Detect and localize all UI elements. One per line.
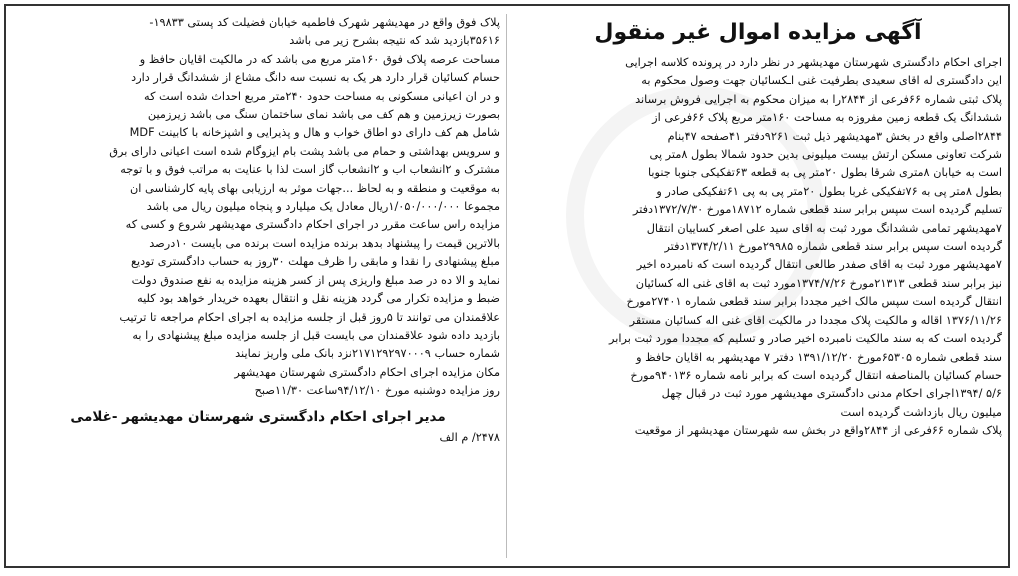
text-line: این دادگستری له اقای سعیدی بطرفیت غنی اـکسائیان جهت وصول محکوم به <box>641 74 1002 88</box>
text-line: مکان مزایده اجرای احکام دادگستری شهرستان مهدیشهر <box>234 365 500 379</box>
text-line: ششدانگ یک قطعه زمین مفروزه به مساحت ۱۶۰متر مربع پلاک ۶۶فرعی از <box>652 111 1002 125</box>
text-line: ۷مهدیشهر تمامی ششدانگ مورد ثبت به اقای سید علی اصغر کساییان انتقال <box>646 221 1002 235</box>
text-line: مشترک و ۲انشعاب اب و ۲انشعاب گاز است لذا با عنایت به مراتب فوق و با توجه <box>120 163 500 177</box>
text-line: ضبط و مزایده تکرار می گردد هزینه نقل و انتقال بعهده خریدار خواهد بود کلیه <box>137 292 500 306</box>
text-line: نیز برابر سند قطعی ۲۱۳۱۳مورخ ۱۳۷۴/۷/۲۶مورد ثبت به اقای غنی اله کسائیان <box>635 276 1002 290</box>
text-line: پلاک فوق واقع در مهدیشهر شهرک فاطمیه خیابان فضیلت کد پستی ۱۹۸۳۳- <box>149 16 500 29</box>
text-line: پلاک شماره ۶۶فرعی از ۲۸۴۴واقع در بخش سه شهرستان مهدیشهر از موقعیت <box>634 424 1002 438</box>
text-line: مبلغ پیشنهادی را نقدا و مابقی را ظرف مهلت ۳۰روز به حساب دادگستری تودیع <box>131 255 500 269</box>
text-line: و در ان اعیانی مسکونی به مساحت حدود ۲۴۰متر مربع احداث شده است که <box>144 89 500 103</box>
column-divider <box>506 14 507 558</box>
text-line: تسلیم گردیده است سپس برابر سند قطعی شماره ۱۸۷۱۲مورخ ۱۳۷۲/۷/۳۰دفتر <box>632 203 1002 217</box>
text-line: ۳۵۶۱۶بازدید شد که نتیجه بشرح زیر می باشد <box>289 34 500 48</box>
text-line: شماره حساب ۲۱۷۱۲۹۲۹۷۰۰۰۹نزد بانک ملی واریز نمایند <box>235 347 500 361</box>
text-line: ۱۳۷۶/۱۱/۲۶ اقاله و مالکیت پلاک مجددا در مالکیت اقای غنی اله کسائیان مستقر <box>629 313 1002 327</box>
text-line: بطول ۸متر پی به ۷۶تفکیکی غربا بطول ۲۰متر پی به پی ۶۱تفکیکی صادر و <box>656 184 1002 198</box>
text-line: حسام کسائیان قرار دارد هر یک به نسبت سه دانگ مشاع از ششدانگ قرار دارد <box>131 71 500 85</box>
text-line: مساحت عرصه پلاک فوق ۱۶۰متر مربع می باشد که در مالکیت اقایان حافظ و <box>139 52 500 66</box>
left-column-text <box>16 14 500 401</box>
text-line: شرکت تعاونی مسکن ارتش بیست میلیونی بدین حدود شمالا بطول ۸متر پی <box>649 148 1002 162</box>
text-line: است به خیابان ۸متری شرقا بطول ۲۰متر پی به قطعه ۶۳تفکیکی جنوبا جنوبا <box>647 166 1002 180</box>
text-line: بازدید داده شود علاقمندان می بایست قبل از جلسه مزایده مبلغ پیشنهادی را به <box>132 328 500 342</box>
notice-frame <box>4 4 1010 568</box>
text-line: مزایده راس ساعت مقرر در اجرای احکام دادگستری مهدیشهر شروع و کسی که <box>125 218 500 232</box>
text-line: سند قطعی شماره ۶۵۳۰۵مورخ ۱۳۹۱/۱۲/۲۰ دفتر ۷ مهدیشهر به اقایان حافظ و <box>636 350 1002 364</box>
text-line: بالاترین قیمت را پیشنهاد بدهد برنده مزایده است برنده می بایست ۱۰درصد <box>149 236 500 250</box>
text-line: و سرویس بهداشتی و حمام می باشد پشت بام ایزوگام شده است اعیانی دارای برق <box>109 144 500 158</box>
text-line: ۷مهدیشهر مورد ثبت به اقای صفدر طالعی انتقال گردیده است که نامبرده اخیر <box>636 258 1002 272</box>
text-line: بصورت زیرزمین و هم کف می باشد نمای ساختمان سنگ می باشد زیرزمین <box>147 108 500 122</box>
notice-title: آگهی مزایده اموال غیر منقول <box>594 20 922 45</box>
text-line: مجموعا ۱/۰۵۰/۰۰۰/۰۰۰ریال معادل یک میلیارد و پنجاه میلیون ریال می باشد <box>146 200 500 214</box>
notice-right-column <box>514 14 1002 560</box>
reference-number: ۲۴۷۸/ م الف <box>439 430 500 444</box>
right-column-text <box>514 54 1002 441</box>
text-line: علاقمندان می توانند تا ۵روز قبل از جلسه مزایده به اجرای احکام مراجعه تا ترتیب <box>119 310 500 324</box>
text-line: گردیده است سپس برابر سند قطعی شماره ۲۹۹۸۵مورخ ۱۳۷۴/۲/۱۱دفتر <box>664 240 1002 254</box>
notice-left-column <box>16 14 500 560</box>
text-line: میلیون ریال بازداشت گردیده است <box>840 405 1002 419</box>
text-line: گردیده است که به سند مالکیت نامبرده اخیر صادر و تسلیم که مجددا مورد ثبت برابر <box>609 332 1002 346</box>
text-line: روز مزایده دوشنبه مورخ ۹۴/۱۲/۱۰ساعت ۱۱/۳۰صبح <box>254 384 500 398</box>
text-line: پلاک ثبتی شماره ۶۶فرعی از ۲۸۴۴را به میزان محکوم به اجرایی فروش برساند <box>635 92 1002 106</box>
text-line: حسام کسائیان بالمناصفه انتقال گردیده است که برابر نامه شماره ۹۴۰۱۳۶مورخ <box>630 368 1002 382</box>
text-line: انتقال گردیده است سپس مالک اخیر مجددا برابر سند قطعی شماره ۲۷۴۰۱مورخ <box>626 295 1002 309</box>
text-line: شامل هم کف دارای دو اطاق خواب و هال و پذیرایی و اشپزخانه با کابینت MDF <box>129 126 500 140</box>
text-line: ۲۸۴۴اصلی واقع در بخش ۳مهدیشهر ذیل ثبت ۹۲۶۱دفتر ۴۱صفحه ۴۷بنام <box>667 129 1002 143</box>
text-line: اجرای احکام دادگستری شهرستان مهدیشهر در نظر دارد در پرونده کلاسه اجرایی <box>625 56 1002 69</box>
text-line: ۵/۶ /۱۳۹۴اجرای احکام مدنی دادگستری مهدیشهر مورد ثبت در قبال چهل <box>661 387 1002 401</box>
text-line: نماید و الا ده در صد مبلغ واریزی پس از کسر هزینه مزایده به نفع صندوق دولت <box>131 273 500 287</box>
signature: مدیر اجرای احکام دادگستری شهرستان مهدیشهر -غلامی <box>70 408 446 425</box>
text-line: به موقعیت و منطقه و به لحاظ ...جهات موثر به ارزیابی بهای پایه کارشناسی ان <box>130 181 500 195</box>
